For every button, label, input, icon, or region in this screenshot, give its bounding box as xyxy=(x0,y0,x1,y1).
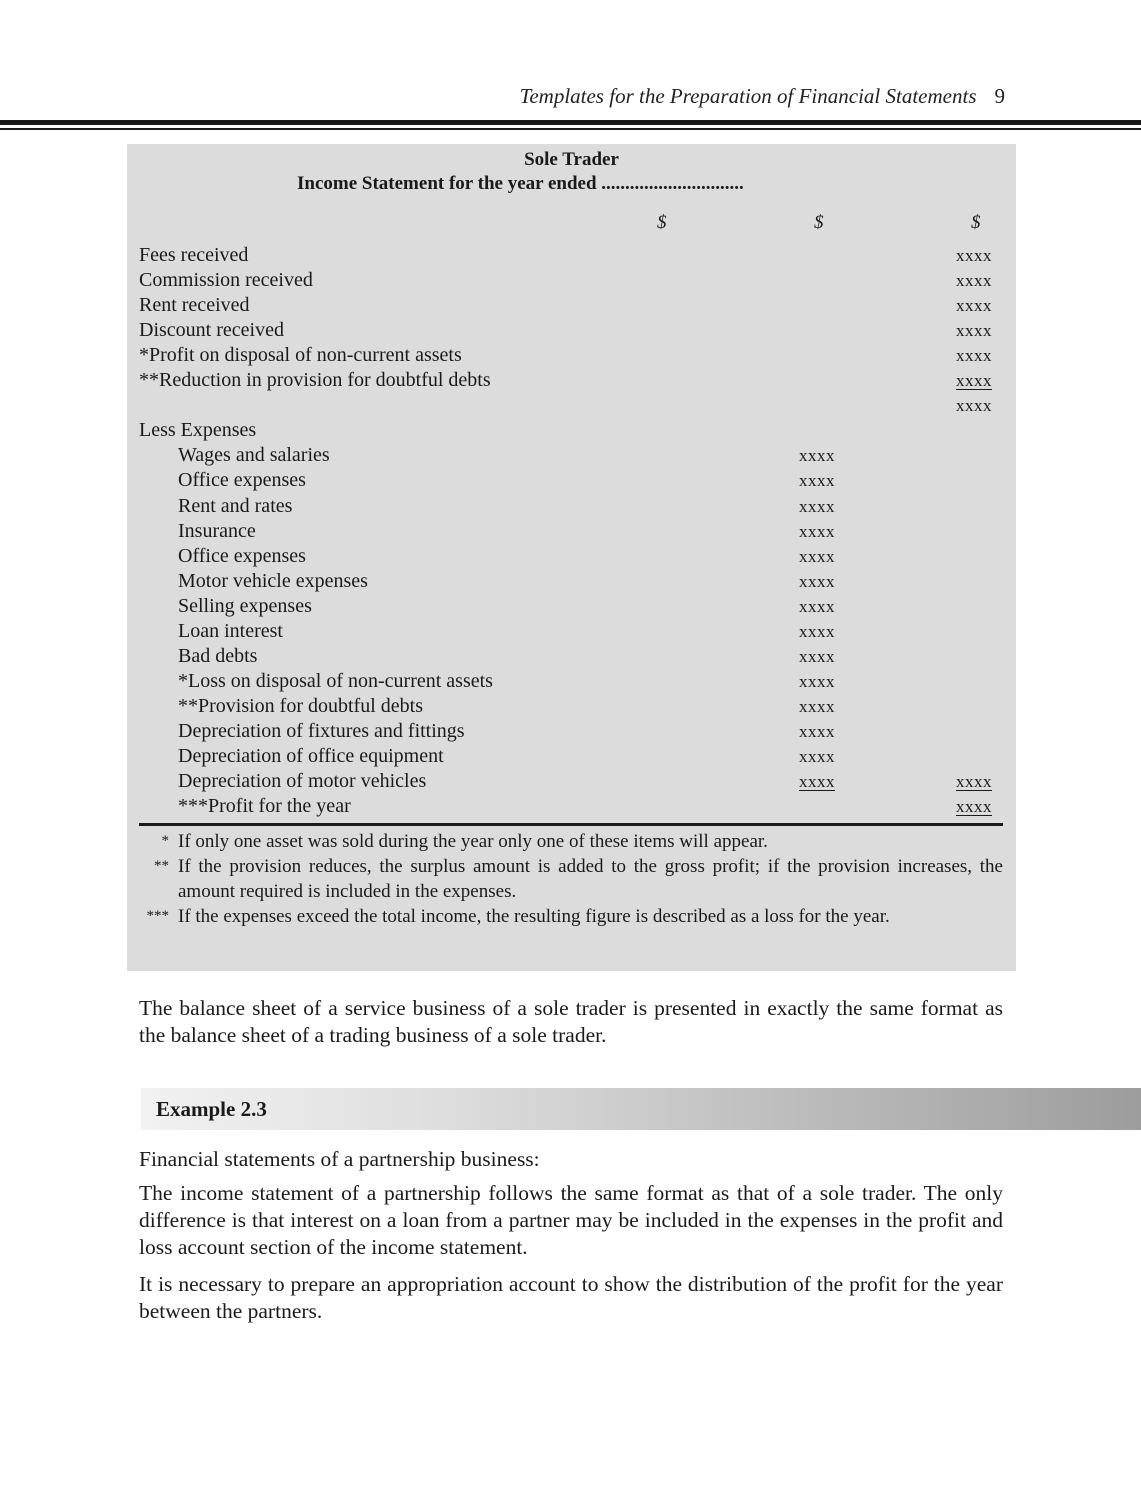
currency-header-col3: $ xyxy=(971,212,981,233)
footnote-marker: ** xyxy=(154,858,169,874)
expense-row xyxy=(139,744,997,769)
expense-row xyxy=(139,719,997,744)
row-label: Motor vehicle expenses xyxy=(178,569,368,592)
footnote-marker: * xyxy=(161,833,169,849)
paragraph-partnership-intro: Financial statements of a partnership business: xyxy=(139,1147,540,1171)
row-amount-col2: xxxx xyxy=(799,747,835,766)
row-label: **Reduction in provision for doubtful debts xyxy=(139,369,491,392)
row-label: Wages and salaries xyxy=(178,444,330,467)
row-label: Depreciation of office equipment xyxy=(178,745,444,767)
row-amount-col3: xxxx xyxy=(956,396,992,416)
expenses-heading-label: Less Expenses xyxy=(139,419,257,442)
row-label: Office expenses xyxy=(178,544,306,567)
currency-header-col2: $ xyxy=(814,212,824,233)
income-statement-template xyxy=(127,144,1016,971)
footnote-text: If only one asset was sold during the year only one of these items will appear. xyxy=(178,831,768,852)
row-amount-col2: xxxx xyxy=(799,496,835,516)
footnote-text: If the provision reduces, the surplus amount is added to the gross profit; if the provision increases, the amount required is included in the expenses. xyxy=(178,856,1003,902)
row-amount-col2: xxxx xyxy=(799,546,835,566)
footnote xyxy=(139,904,1003,956)
row-label: Bad debts xyxy=(178,644,258,667)
expense-row xyxy=(139,794,997,819)
expense-row xyxy=(139,468,997,493)
row-amount-col3: xxxx xyxy=(956,346,992,366)
row-label: Office expenses xyxy=(178,469,306,492)
row-amount-col2: xxxx xyxy=(799,646,835,666)
footnote xyxy=(139,854,1003,904)
running-head-title: Templates for the Preparation of Financial Statements xyxy=(519,84,977,108)
row-amount-col2: xxxx xyxy=(799,696,835,716)
notes-divider xyxy=(139,823,1003,826)
row-amount-col2: xxxx xyxy=(799,446,835,466)
row-label: Fees received xyxy=(139,244,249,266)
row-amount-col3: xxxx xyxy=(956,772,992,792)
row-label: Depreciation of motor vehicles xyxy=(178,770,427,793)
example-label: Example 2.3 xyxy=(156,1097,267,1121)
expense-row xyxy=(139,519,997,544)
row-label: ***Profit for the year xyxy=(178,795,351,818)
row-label: *Profit on disposal of non-current assets xyxy=(139,344,462,367)
statement-title: Income Statement for the year ended .............................. xyxy=(297,173,744,194)
row-amount-col2: xxxx xyxy=(799,671,835,691)
running-head xyxy=(520,84,1005,109)
expense-row xyxy=(139,669,997,694)
row-label: Rent and rates xyxy=(178,494,293,517)
paragraph-appropriation: It is necessary to prepare an appropriation account to show the distribution of the profit for the year between the partners. xyxy=(139,1272,1003,1323)
row-label: Commission received xyxy=(139,269,313,292)
row-label: Depreciation of fixtures and fittings xyxy=(178,719,465,742)
row-amount-col3: xxxx xyxy=(956,296,992,316)
footnote-marker: *** xyxy=(146,908,169,924)
currency-header-col1: $ xyxy=(657,212,667,233)
row-amount-col3: xxxx xyxy=(956,321,992,341)
expense-row xyxy=(139,569,997,594)
row-label: Loan interest xyxy=(178,619,283,642)
row-amount-col2: xxxx xyxy=(799,571,835,591)
footnote-text: If the expenses exceed the total income, the resulting figure is described as a loss for the year. xyxy=(178,906,890,927)
row-label: *Loss on disposal of non-current assets xyxy=(178,669,493,692)
income-row xyxy=(139,243,997,268)
income-row xyxy=(139,368,997,393)
page-number: 9 xyxy=(994,84,1005,108)
example-heading-bar xyxy=(141,1088,1141,1130)
header-rule-thick xyxy=(0,120,1141,125)
paragraph-partnership-income: The income statement of a partnership follows the same format as that of a sole trader. The only difference is that interest on a loan from a partner may be included in the expenses in the profit and loss account section of the income statement. xyxy=(139,1181,1003,1259)
row-amount-col3: xxxx xyxy=(956,371,992,391)
expense-row xyxy=(139,769,997,794)
expense-row xyxy=(139,443,997,468)
row-amount-col2: xxxx xyxy=(799,521,835,541)
header-rule-thin xyxy=(0,128,1141,130)
row-label: Insurance xyxy=(178,519,256,542)
expense-row xyxy=(139,694,997,719)
row-amount-col2: xxxx xyxy=(799,772,835,792)
row-label: Rent received xyxy=(139,294,250,317)
expense-row xyxy=(139,619,997,644)
row-amount-col2: xxxx xyxy=(799,596,835,616)
expense-row xyxy=(139,644,997,669)
row-amount-col3: xxxx xyxy=(956,246,992,265)
row-label: Discount received xyxy=(139,319,284,342)
income-row xyxy=(139,293,997,318)
row-amount-col2: xxxx xyxy=(799,621,835,641)
row-label: **Provision for doubtful debts xyxy=(178,694,423,717)
row-label: Selling expenses xyxy=(178,594,312,617)
income-row xyxy=(139,393,997,418)
expense-row xyxy=(139,494,997,519)
row-amount-col3: xxxx xyxy=(956,797,992,817)
footnote xyxy=(139,829,1003,854)
expense-row xyxy=(139,594,997,619)
row-amount-col2: xxxx xyxy=(799,721,835,741)
paragraph-balance-sheet: The balance sheet of a service business of a sole trader is presented in exactly the same format as the balance sheet of a trading business of a sole trader. xyxy=(139,996,1003,1047)
statement-entity: Sole Trader xyxy=(524,149,619,170)
income-row xyxy=(139,343,997,368)
income-row xyxy=(139,318,997,343)
row-amount-col2: xxxx xyxy=(799,471,835,491)
expenses-heading xyxy=(139,418,997,443)
expense-row xyxy=(139,544,997,569)
row-amount-col3: xxxx xyxy=(956,271,992,291)
income-row xyxy=(139,268,997,293)
